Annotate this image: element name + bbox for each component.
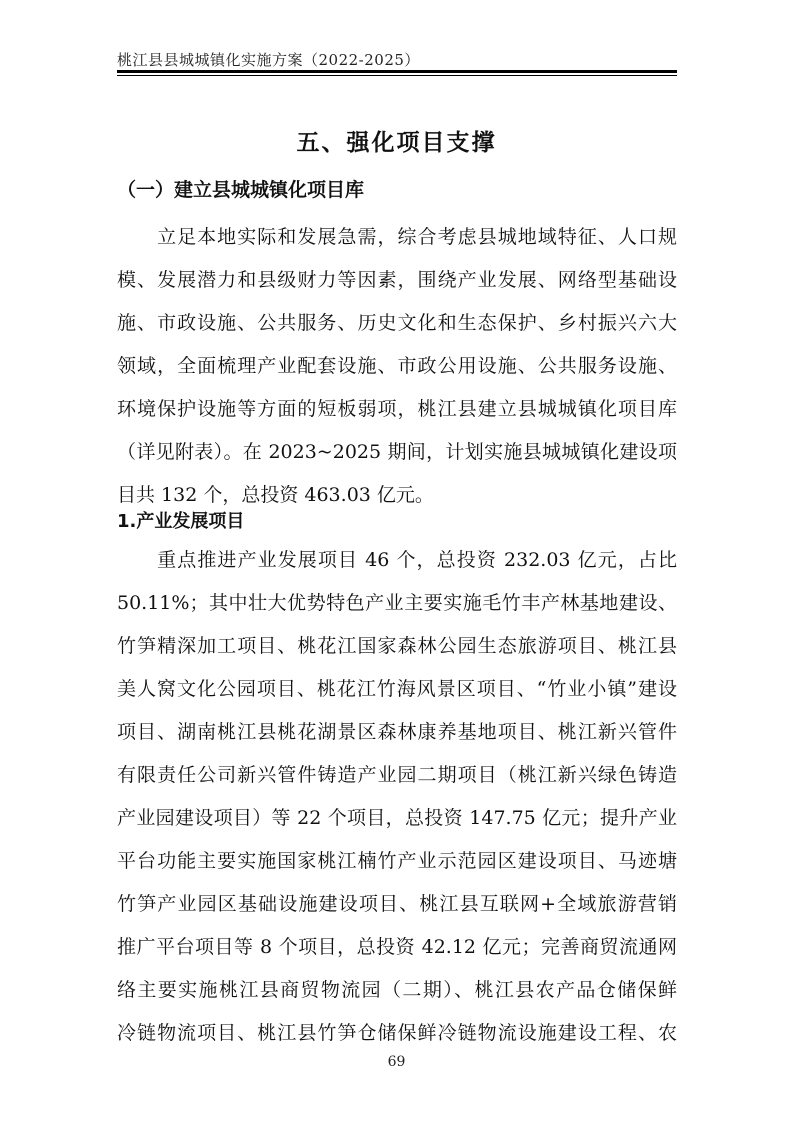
- paragraph-line: 美人窝文化公园项目、桃花江竹海风景区项目、“竹业小镇”建设: [117, 678, 677, 700]
- paragraph-line: 平台功能主要实施国家桃江楠竹产业示范园区建设项目、马迹塘: [117, 850, 677, 872]
- running-header: 桃江县县城城镇化实施方案（2022-2025）: [117, 51, 420, 69]
- paragraph-line: 有限责任公司新兴管件铸造产业园二期项目（桃江新兴绿色铸造: [117, 764, 677, 786]
- paragraph-line: 项目、湖南桃江县桃花湖景区森林康养基地项目、桃江新兴管件: [117, 721, 677, 743]
- subsection-title: 1.产业发展项目: [117, 511, 245, 532]
- chapter-title: 五、强化项目支撑: [296, 130, 497, 156]
- paragraph-line: 络主要实施桃江县商贸物流园（二期）、桃江县农产品仓储保鲜: [117, 979, 677, 1001]
- header-rule-thin: [117, 75, 677, 76]
- paragraph-intro: [117, 216, 677, 517]
- header-rule-thick: [117, 70, 677, 73]
- section-title: （一）建立县城城镇化项目库: [117, 179, 365, 201]
- page-number: 69: [387, 1054, 406, 1070]
- paragraph-line: 模、发展潜力和县级财力等因素，围绕产业发展、网络型基础设: [117, 269, 677, 291]
- paragraph-line: 重点推进产业发展项目 46 个，总投资 232.03 亿元，占比: [117, 549, 677, 571]
- paragraph-line: 冷链物流项目、桃江县竹笋仓储保鲜冷链物流设施建设工程、农: [117, 1022, 677, 1044]
- paragraph-line: 领域，全面梳理产业配套设施、市政公用设施、公共服务设施、: [117, 355, 677, 377]
- paragraph-line: 目共 132 个，总投资 463.03 亿元。: [117, 484, 434, 506]
- paragraph-line: 环境保护设施等方面的短板弱项，桃江县建立县城城镇化项目库: [117, 398, 677, 420]
- paragraph-line: 立足本地实际和发展急需，综合考虑县城地域特征、人口规: [117, 226, 677, 248]
- paragraph-industry: [117, 539, 677, 1055]
- paragraph-line: （详见附表）。在 2023~2025 期间，计划实施县城城镇化建设项: [117, 441, 677, 463]
- paragraph-line: 竹笋精深加工项目、桃花江国家森林公园生态旅游项目、桃江县: [117, 635, 677, 657]
- paragraph-line: 产业园建设项目）等 22 个项目，总投资 147.75 亿元；提升产业: [117, 807, 677, 829]
- paragraph-line: 推广平台项目等 8 个项目，总投资 42.12 亿元；完善商贸流通网: [117, 936, 677, 958]
- paragraph-line: 50.11%；其中壮大优势特色产业主要实施毛竹丰产林基地建设、: [117, 592, 677, 614]
- paragraph-line: 施、市政设施、公共服务、历史文化和生态保护、乡村振兴六大: [117, 312, 677, 334]
- paragraph-line: 竹笋产业园区基础设施建设项目、桃江县互联网+全域旅游营销: [117, 893, 677, 915]
